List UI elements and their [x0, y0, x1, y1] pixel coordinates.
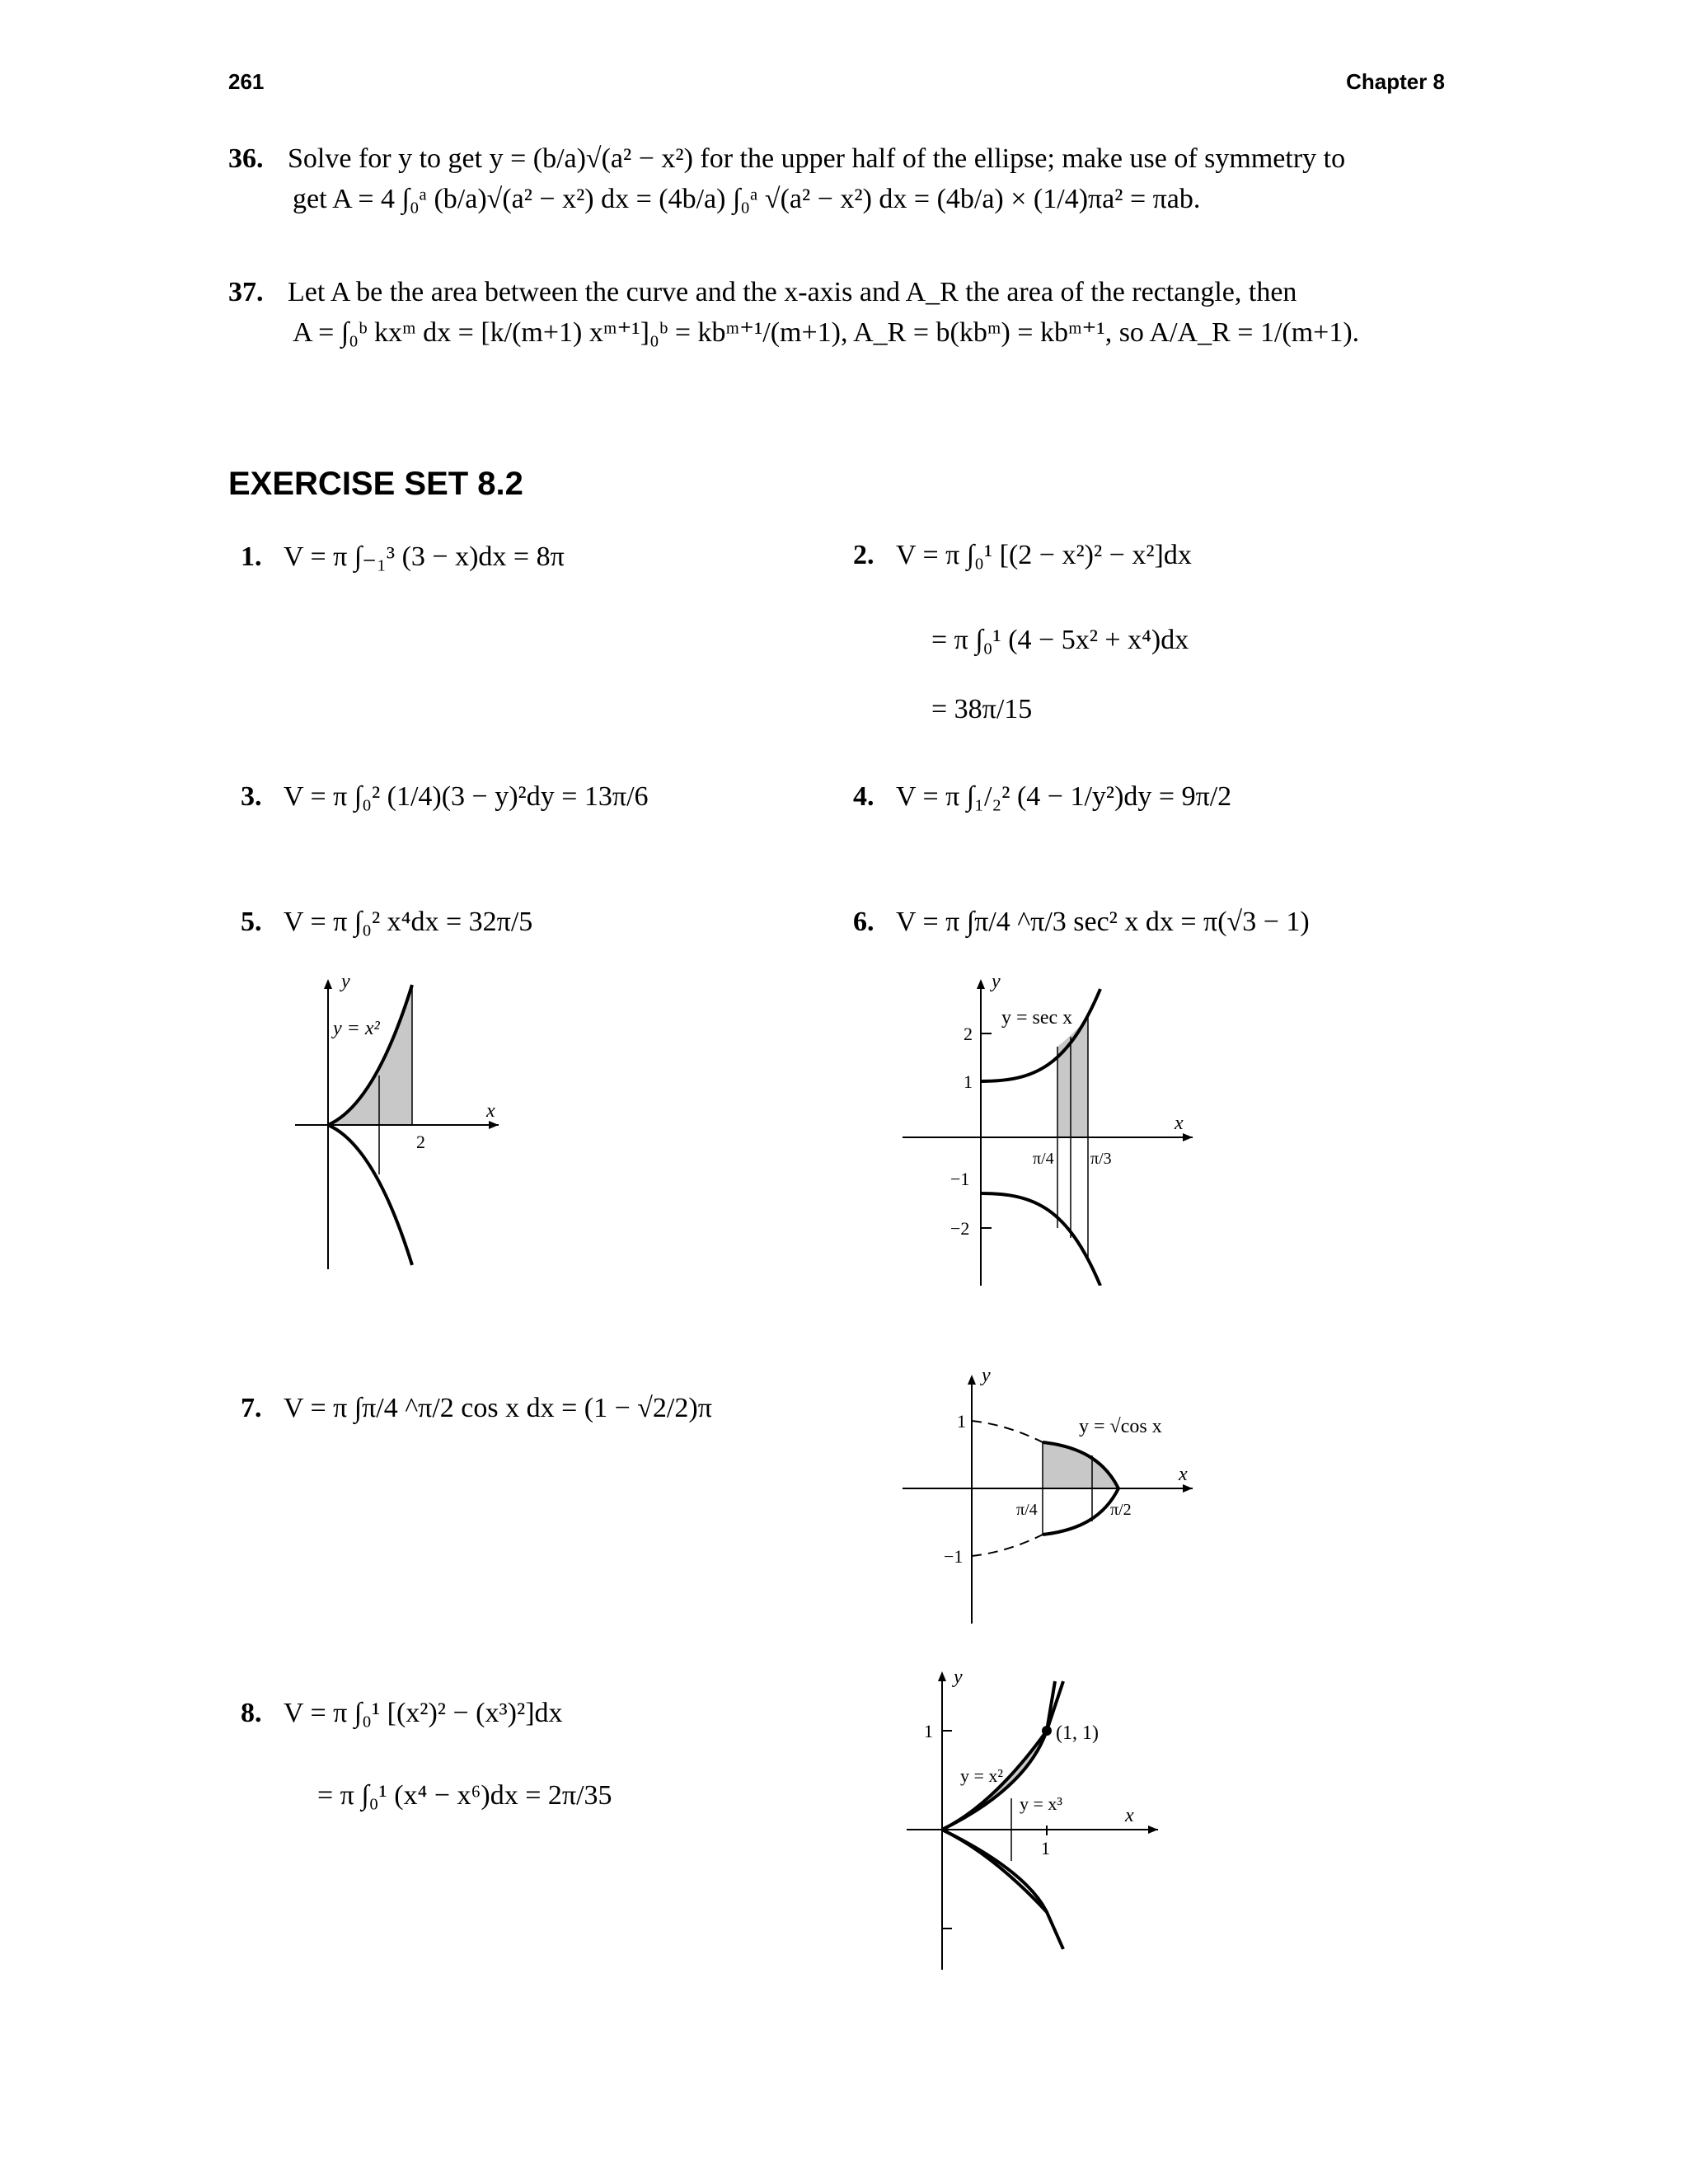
curve-dashed-upper: [972, 1421, 1043, 1442]
graph-exercise-7: [903, 1368, 1216, 1632]
tick-label: 2: [416, 1132, 425, 1152]
y-axis-arrow-icon: [968, 1375, 976, 1385]
shaded-region: [328, 985, 412, 1125]
x-label: x: [1179, 1464, 1188, 1485]
tick-label-x: π/4: [1016, 1501, 1038, 1519]
exercise-number: 8.: [241, 1698, 262, 1728]
y-label: y: [992, 972, 1001, 992]
equation-line: V = π ∫₀² x⁴dx = 32π/5: [284, 907, 533, 937]
shaded-region: [1043, 1442, 1118, 1488]
problem-text-line2: get A = 4 ∫₀ᵃ (b/a)√(a² − x²) dx = (4b/a) ∫₀ᵃ √(a² − x²) dx = (4b/a) × (1/4)πa² = πab.: [293, 184, 1201, 215]
curve1-label: y = x²: [960, 1765, 1004, 1786]
x-axis-arrow-icon: [1183, 1484, 1193, 1493]
exercise-number: 2.: [853, 540, 874, 570]
curve-dashed-lower: [972, 1535, 1043, 1556]
tick-label-x: π/3: [1090, 1150, 1112, 1168]
tick-label-y: 1: [964, 1071, 973, 1092]
problem-text-line2: A = ∫₀ᵇ kxᵐ dx = [k/(m+1) xᵐ⁺¹]₀ᵇ = kbᵐ⁺¹/(m+1), A_R = b(kbᵐ) = kbᵐ⁺¹, so A/A_R = 1/(m+1).: [293, 317, 1360, 349]
exercise-6: [853, 907, 1310, 938]
equation-line: V = π ∫₀² (1/4)(3 − y)²dy = 13π/6: [284, 781, 649, 812]
y-axis-arrow-icon: [324, 979, 332, 989]
x-axis-arrow-icon: [489, 1121, 499, 1129]
curve-label: y = √cos x: [1079, 1416, 1162, 1437]
equation-line: V = π ∫π/4 ^π/3 sec² x dx = π(√3 − 1): [896, 907, 1310, 937]
y-axis-arrow-icon: [938, 1671, 946, 1681]
section-title: EXERCISE SET 8.2: [228, 466, 523, 502]
exercise-number: 5.: [241, 907, 262, 937]
exercise-2-line2: = π ∫₀¹ (4 − 5x² + x⁴)dx: [931, 625, 1189, 655]
curve-label: y = x²: [333, 1018, 380, 1039]
exercise-3: [241, 781, 649, 813]
tick-label-y: −2: [950, 1218, 970, 1239]
graph-exercise-6: [903, 972, 1216, 1286]
exercise-8-line2: = π ∫₀¹ (x⁴ − x⁶)dx = 2π/35: [317, 1780, 612, 1811]
page-number: 261: [228, 69, 265, 94]
exercise-number: 4.: [853, 781, 874, 812]
problem-number: 37.: [228, 277, 264, 307]
exercise-8: [241, 1698, 563, 1729]
curve-label: y = sec x: [1001, 1007, 1073, 1029]
problem-text-line1: Solve for y to get y = (b/a)√(a² − x²) for the upper half of the ellipse; make use of symmetry to: [288, 143, 1346, 174]
y-axis-arrow-icon: [977, 979, 985, 989]
problem-text-line1: Let A be the area between the curve and the x-axis and A_R the area of the rectangle, then: [288, 277, 1297, 307]
y-label: y: [954, 1666, 963, 1688]
exercise-2-line3: = 38π/15: [931, 694, 1033, 724]
equation-line: V = π ∫π/4 ^π/2 cos x dx = (1 − √2/2)π: [284, 1393, 712, 1423]
y-label: y: [341, 972, 350, 992]
curve2-label: y = x³: [1020, 1793, 1063, 1814]
exercise-2: [853, 540, 1192, 571]
exercise-5: [241, 907, 532, 938]
tick-label-y: 1: [924, 1721, 933, 1741]
equation-line: V = π ∫₋₁³ (3 − x)dx = 8π: [284, 541, 565, 572]
tick-label-y: 1: [957, 1411, 966, 1432]
x-axis-arrow-icon: [1183, 1133, 1193, 1141]
curve-lower: [981, 1193, 1100, 1286]
exercise-number: 1.: [241, 541, 262, 572]
graph-exercise-5: [288, 972, 511, 1277]
tick-label-x: 1: [1041, 1838, 1050, 1858]
exercise-7: [241, 1393, 712, 1424]
equation-line: V = π ∫₀¹ [(x²)² − (x³)²]dx: [284, 1698, 563, 1728]
exercise-1: [241, 540, 565, 573]
x-label: x: [1175, 1113, 1184, 1134]
intersection-point: [1042, 1726, 1052, 1736]
exercise-number: 6.: [853, 907, 874, 937]
x-label: x: [486, 1100, 495, 1122]
y-label: y: [982, 1368, 991, 1386]
problem-36: [228, 138, 1345, 220]
tick-label-y: −1: [944, 1546, 964, 1567]
x-label: x: [1125, 1805, 1134, 1826]
curve-lower-2: [942, 1830, 1047, 1912]
exercise-number: 3.: [241, 781, 262, 812]
equation-line: V = π ∫₁/₂² (4 − 1/y²)dy = 9π/2: [896, 781, 1232, 812]
chapter-label: Chapter 8: [1346, 69, 1445, 94]
shaded-region: [1057, 1015, 1088, 1137]
point-label: (1, 1): [1056, 1722, 1099, 1744]
curve-lower: [328, 1125, 412, 1265]
exercise-4: [853, 781, 1231, 813]
tick-label-x: π/4: [1033, 1150, 1054, 1168]
tick-label-y: −1: [950, 1169, 970, 1189]
equation-line: V = π ∫₀¹ [(2 − x²)² − x²]dx: [896, 540, 1192, 570]
exercise-number: 7.: [241, 1393, 262, 1423]
x-axis-arrow-icon: [1148, 1825, 1158, 1834]
problem-37: [228, 272, 1359, 354]
tick-label-y: 2: [964, 1024, 973, 1044]
graph-exercise-8: [903, 1665, 1216, 1978]
tick-label-x: π/2: [1110, 1501, 1132, 1519]
problem-number: 36.: [228, 143, 264, 174]
